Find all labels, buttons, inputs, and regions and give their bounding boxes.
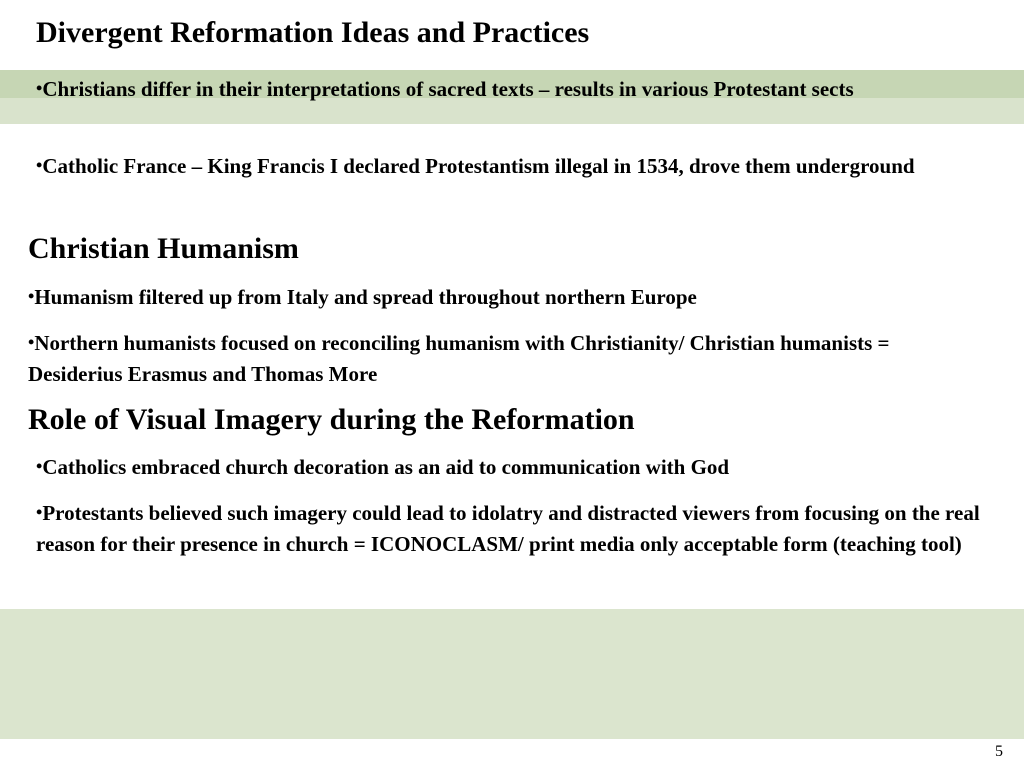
bullet-item [28, 281, 988, 313]
section-heading: Christian Humanism [28, 232, 299, 265]
bullet-text: Catholic France – King Francis I declared Protestantism illegal in 1534, drove them underground [42, 154, 915, 178]
bullet-text: Humanism filtered up from Italy and spread throughout northern Europe [34, 285, 697, 309]
bullet-dot: • [36, 78, 43, 98]
bullet-dot: • [36, 155, 43, 175]
slide-title: Divergent Reformation Ideas and Practices [36, 16, 590, 49]
footer-accent-band [0, 609, 1024, 739]
bullet-item [28, 327, 988, 390]
section-heading: Role of Visual Imagery during the Reformation [28, 403, 635, 436]
bullet-dot: • [28, 332, 35, 352]
bullet-dot: • [36, 502, 43, 522]
bullet-item [36, 451, 996, 483]
bullet-item [36, 150, 996, 182]
bullet-text: Northern humanists focused on reconciling humanism with Christianity/ Christian humanists = Desiderius Erasmus and Thomas More [28, 331, 890, 386]
bullet-text: Catholics embraced church decoration as an aid to communication with God [42, 455, 730, 479]
bullet-item [36, 73, 996, 105]
bullet-dot: • [36, 456, 43, 476]
bullet-text: Christians differ in their interpretations of sacred texts – results in various Protestant sects [42, 77, 854, 101]
page-number: 5 [995, 743, 1003, 760]
bullet-item [36, 497, 1006, 560]
bullet-dot: • [28, 286, 35, 306]
bullet-text: Protestants believed such imagery could lead to idolatry and distracted viewers from focusing on the real reason for their presence in church = ICONOCLASM/ print media only acceptable form (teaching tool) [36, 501, 980, 556]
